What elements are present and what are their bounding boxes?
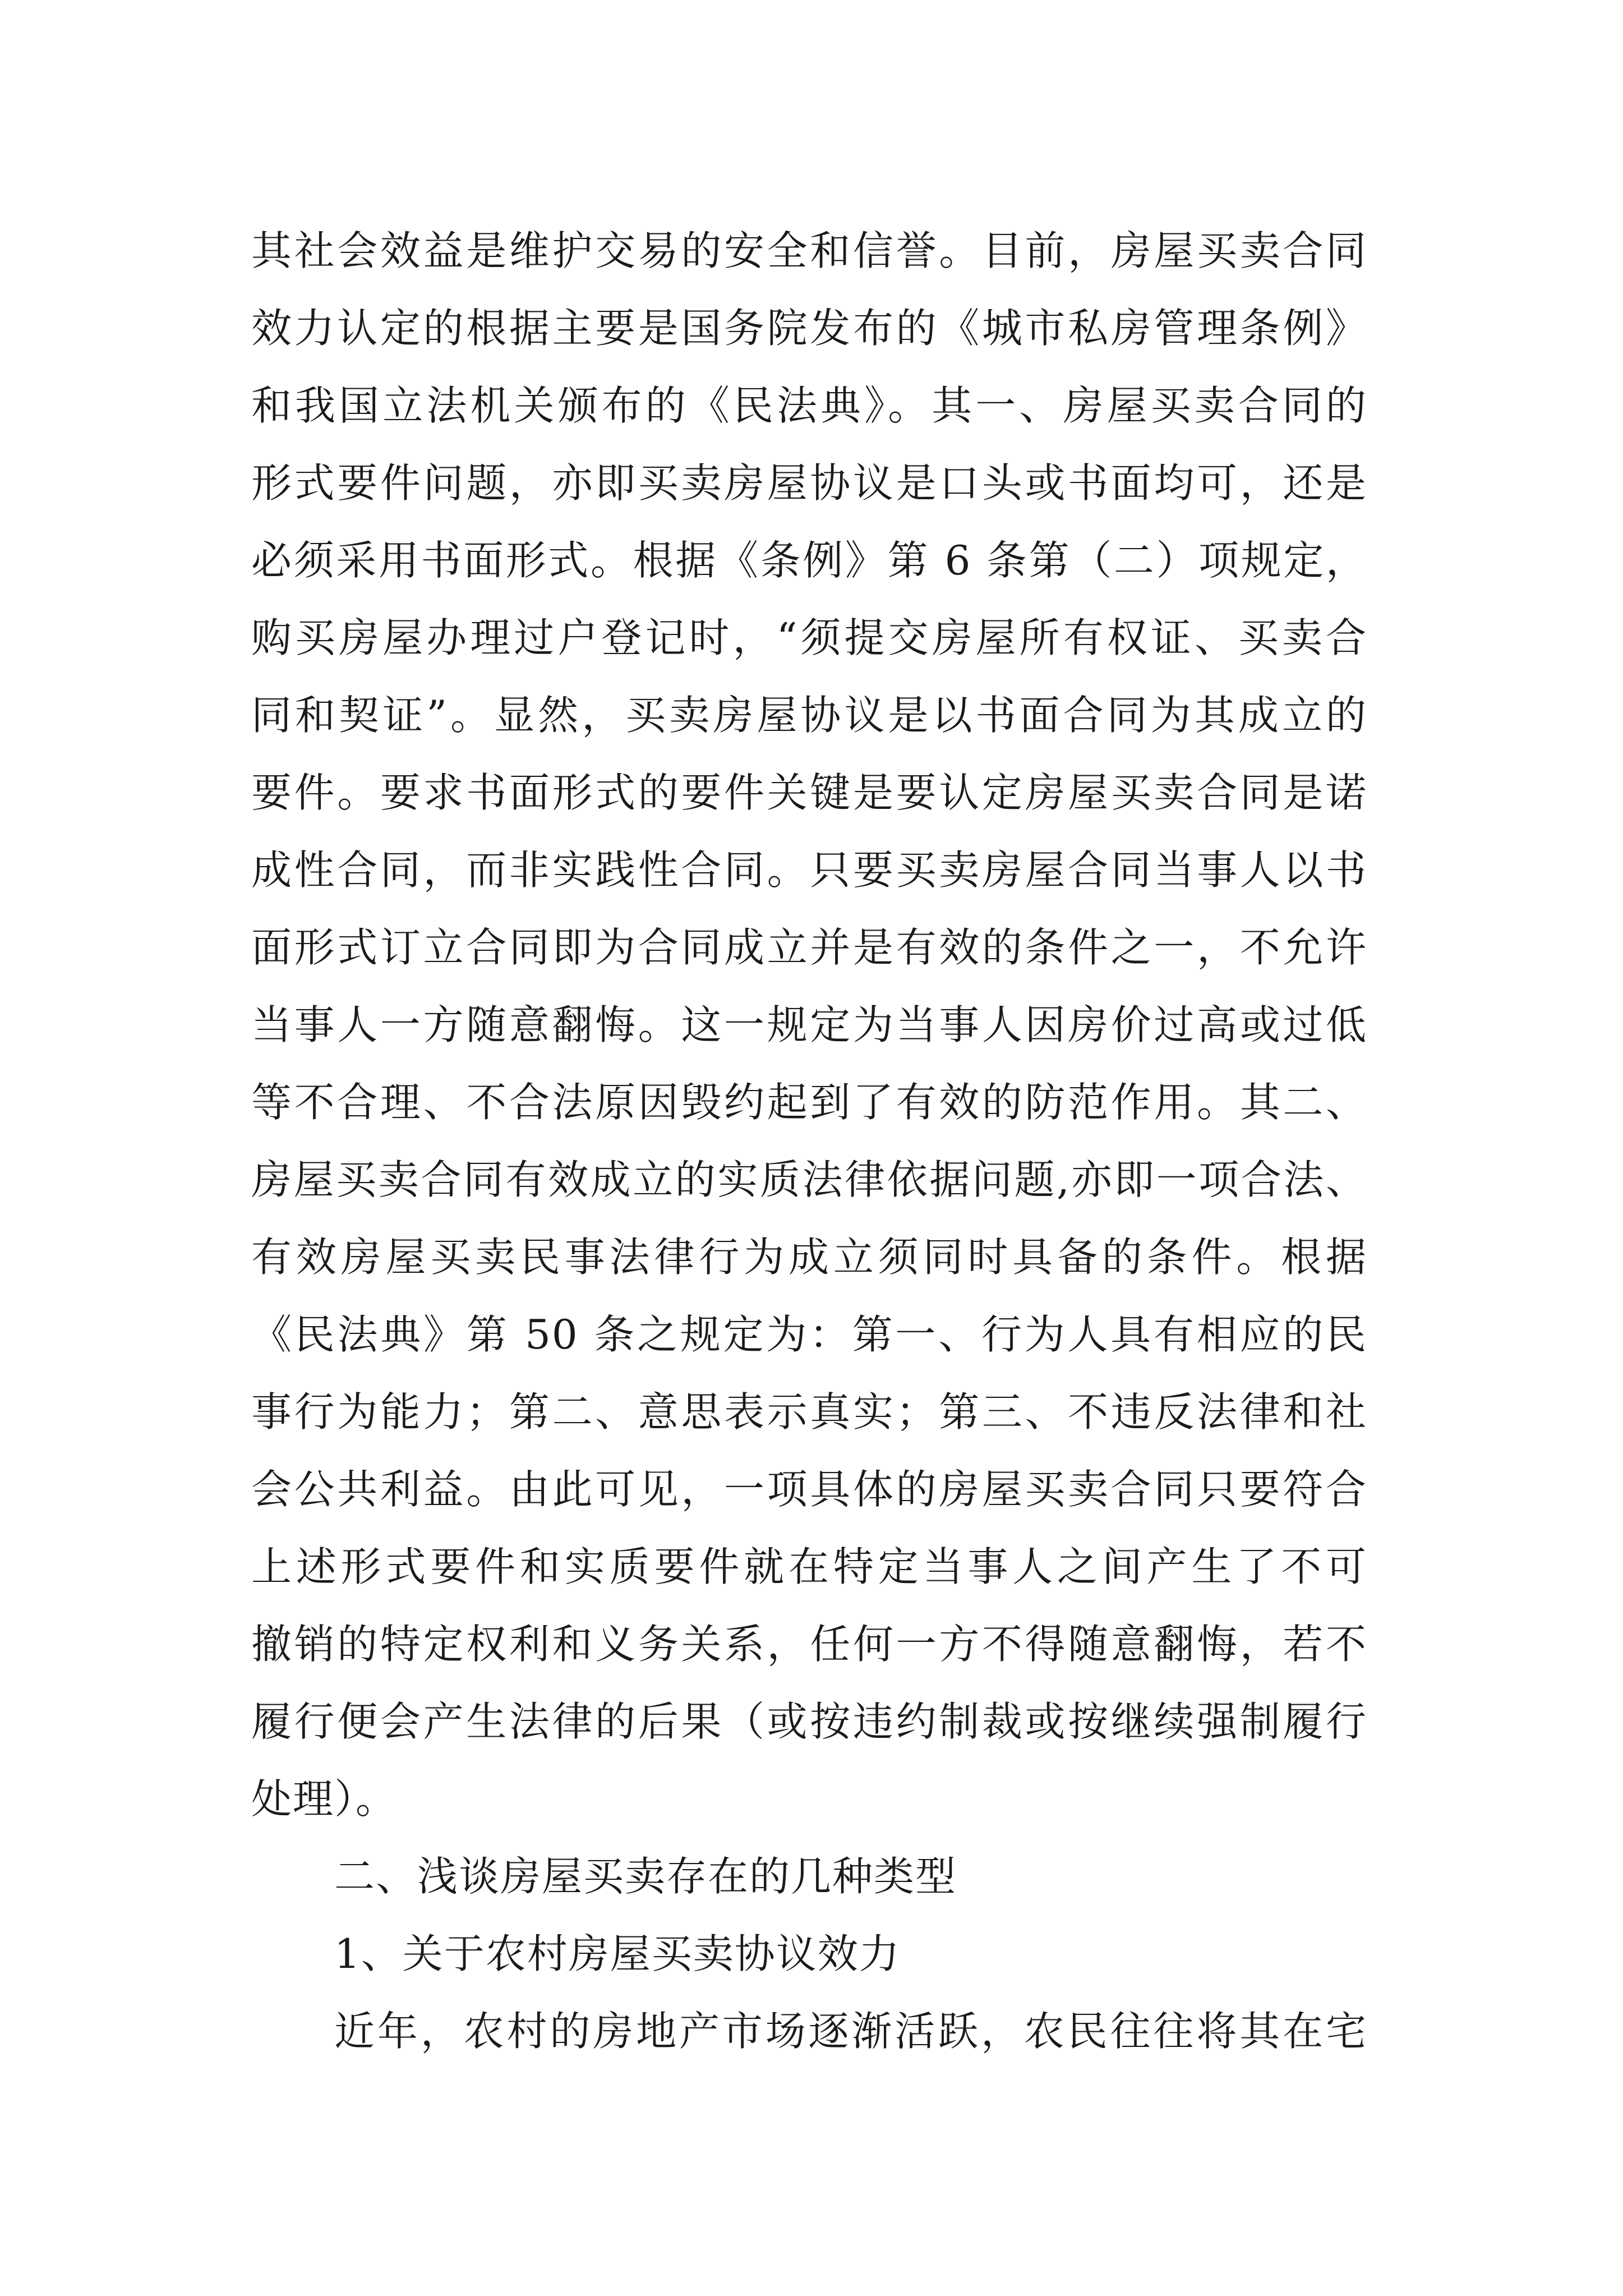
- subsection-heading: 1、关于农村房屋买卖协议效力: [334, 1930, 901, 1977]
- text-line: 必须采用书面形式。根据《条例》第 6 条第（二）项规定，: [251, 537, 1367, 584]
- document-body: [251, 212, 1367, 2070]
- text-line: 形式要件问题，亦即买卖房屋协议是口头或书面均可，还是: [251, 459, 1367, 507]
- text-line: 面形式订立合同即为合同成立并是有效的条件之一，不允许: [251, 924, 1367, 971]
- text-line: 同和契证”。显然，买卖房屋协议是以书面合同为其成立的: [251, 692, 1367, 739]
- text-line: 撤销的特定权利和义务关系，任何一方不得随意翻悔，若不: [251, 1621, 1367, 1668]
- text-line: 房屋买卖合同有效成立的实质法律依据问题,亦即一项合法、: [251, 1156, 1367, 1203]
- text-line: 和我国立法机关颁布的《民法典》。其一、房屋买卖合同的: [251, 382, 1367, 429]
- text-line: 购买房屋办理过户登记时，“须提交房屋所有权证、买卖合: [251, 614, 1367, 661]
- text-line: 成性合同，而非实践性合同。只要买卖房屋合同当事人以书: [251, 846, 1367, 894]
- text-line: 履行便会产生法律的后果（或按违约制裁或按继续强制履行: [251, 1698, 1367, 1745]
- text-line: 当事人一方随意翻悔。这一规定为当事人因房价过高或过低: [251, 1001, 1367, 1048]
- paragraph: [251, 1993, 1367, 2070]
- text-line: 会公共利益。由此可见，一项具体的房屋买卖合同只要符合: [251, 1466, 1367, 1513]
- text-line: 事行为能力；第二、意思表示真实；第三、不违反法律和社: [251, 1388, 1367, 1435]
- text-line: 其社会效益是维护交易的安全和信誉。目前，房屋买卖合同: [251, 227, 1367, 274]
- text-line: 《民法典》第 50 条之规定为：第一、行为人具有相应的民: [251, 1311, 1367, 1358]
- section-heading: 二、浅谈房屋买卖存在的几种类型: [334, 1853, 957, 1900]
- text-line: 等不合理、不合法原因毁约起到了有效的防范作用。其二、: [251, 1079, 1367, 1126]
- text-line: 有效房屋买卖民事法律行为成立须同时具备的条件。根据: [251, 1234, 1367, 1281]
- text-line: 上述形式要件和实质要件就在特定当事人之间产生了不可: [251, 1543, 1367, 1590]
- text-line: 处理）。: [251, 1775, 398, 1823]
- text-line: 近年，农村的房地产市场逐渐活跃，农民往往将其在宅: [334, 2008, 1367, 2055]
- paragraph: [251, 212, 1367, 1838]
- text-line: 要件。要求书面形式的要件关键是要认定房屋买卖合同是诺: [251, 769, 1367, 816]
- text-line: 效力认定的根据主要是国务院发布的《城市私房管理条例》: [251, 305, 1367, 352]
